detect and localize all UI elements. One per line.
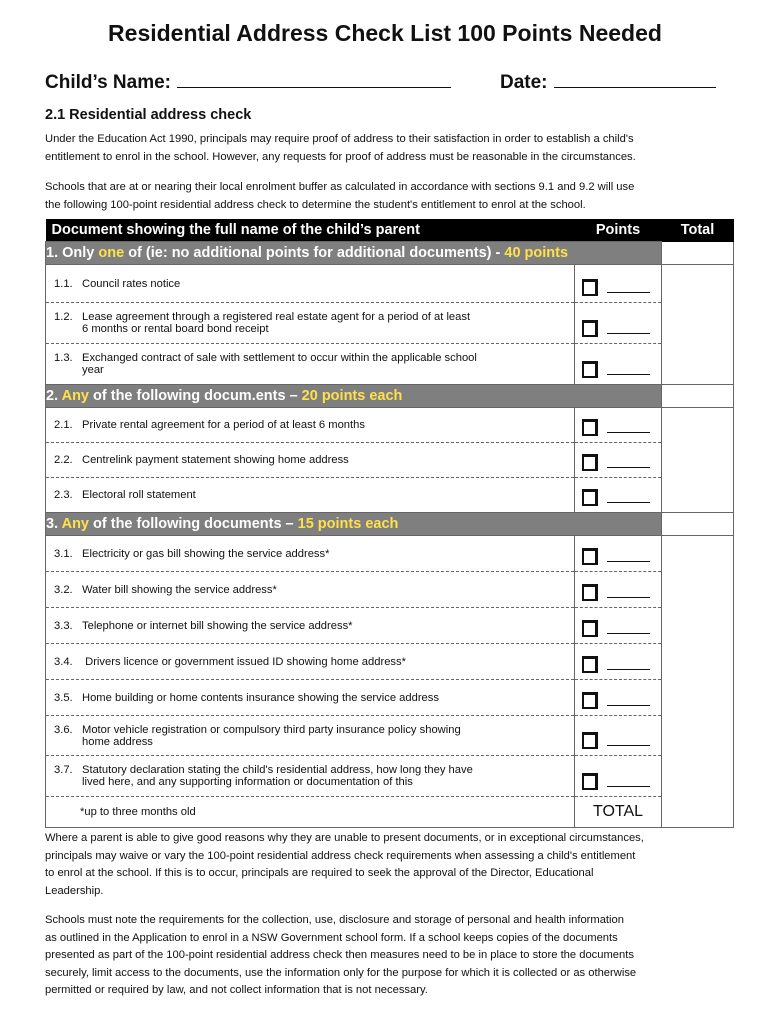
intro-paragraph-1 xyxy=(45,131,636,166)
privacy-line: Schools must note the requirements for the collection, use, disclosure and storage of personal and health information xyxy=(45,914,624,926)
table-row: 3.6. Motor vehicle registration or compulsory third party insurance policy showing home address xyxy=(46,716,734,756)
checkbox[interactable] xyxy=(582,732,598,749)
total-row xyxy=(46,797,734,828)
total-label: TOTAL xyxy=(575,797,662,828)
total-cell-group-2[interactable] xyxy=(662,408,734,513)
group-header-3: 3. Any of the following documents – 15 points each xyxy=(46,513,734,536)
table-row: 3.3. Telephone or internet bill showing the service address* xyxy=(46,608,734,644)
waiver-line: Where a parent is able to give good reasons why they are unable to present documents, or in exceptional circumstances, xyxy=(45,832,644,844)
footnote: *up to three months old xyxy=(46,797,575,828)
checkbox[interactable] xyxy=(582,320,598,337)
checkbox[interactable] xyxy=(582,279,598,296)
col-points-header: Points xyxy=(575,219,662,242)
table-row: 2.3. Electoral roll statement xyxy=(46,478,734,513)
checkbox[interactable] xyxy=(582,656,598,673)
table-row: 1.3. Exchanged contract of sale with settlement to occur within the applicable school year xyxy=(46,344,734,385)
intro-1-line: Under the Education Act 1990, principals may require proof of address to their satisfaction in order to establish a child's xyxy=(45,133,634,145)
points-blank[interactable] xyxy=(607,623,650,634)
date-field[interactable] xyxy=(500,72,716,94)
group-header-2: 2. Any of the following docum.ents – 20 points each xyxy=(46,385,734,408)
table-row: 2.1. Private rental agreement for a period of at least 6 months xyxy=(46,408,734,443)
waiver-line: to enrol at the school. If this is to occur, principals are required to seek the approval of the Director, Educational xyxy=(45,867,594,879)
group-header-1: 1. Only one of (ie: no additional points for additional documents) - 40 points xyxy=(46,242,734,265)
intro-2-line: the following 100-point residential address check to determine the student's entitlement to enrol at the school. xyxy=(45,198,586,211)
checkbox[interactable] xyxy=(582,361,598,378)
date-blank[interactable] xyxy=(554,73,716,88)
points-blank[interactable] xyxy=(607,457,650,468)
checkbox[interactable] xyxy=(582,489,598,506)
col-document-header: Document showing the full name of the child’s parent xyxy=(46,219,575,242)
privacy-paragraph xyxy=(45,912,734,1000)
points-blank[interactable] xyxy=(607,492,650,503)
checkbox[interactable] xyxy=(582,584,598,601)
checklist-table xyxy=(45,219,734,828)
waiver-line: principals may waive or vary the 100-point residential address check requirements when assessing a child's entitlement xyxy=(45,849,636,862)
document-title: Residential Address Check List 100 Points Needed xyxy=(108,20,662,46)
points-blank[interactable] xyxy=(607,364,650,375)
checkbox[interactable] xyxy=(582,419,598,436)
checkbox[interactable] xyxy=(582,620,598,637)
intro-paragraph-2 xyxy=(45,179,634,214)
table-row: 3.7. Statutory declaration stating the child's residential address, how long they have lived here, and any supporting information or documentation of this xyxy=(46,756,734,797)
waiver-paragraph xyxy=(45,830,734,900)
checkbox[interactable] xyxy=(582,692,598,709)
table-row: 3.1. Electricity or gas bill showing the service address* xyxy=(46,536,734,572)
child-name-label: Child’s Name: xyxy=(45,72,171,93)
privacy-line: securely, limit access to the documents, use the information only for the purpose for which it is collected or as otherwise xyxy=(45,966,637,979)
privacy-line: as outlined in the Application to enrol in a NSW Government school form. If a school keeps copies of the documents xyxy=(45,931,618,944)
section-heading: 2.1 Residential address check xyxy=(45,107,252,123)
points-blank[interactable] xyxy=(607,735,650,746)
points-blank[interactable] xyxy=(607,659,650,670)
child-name-field[interactable] xyxy=(45,72,451,94)
date-label: Date: xyxy=(500,72,548,93)
table-row: 3.5. Home building or home contents insurance showing the service address xyxy=(46,680,734,716)
grand-total-cell[interactable] xyxy=(662,797,734,828)
privacy-line: presented as part of the 100-point residential address check then measures need to be in place to store the documents xyxy=(45,949,634,961)
checkbox[interactable] xyxy=(582,454,598,471)
points-blank[interactable] xyxy=(607,422,650,433)
table-row: 2.2. Centrelink payment statement showing home address xyxy=(46,443,734,478)
total-cell-group-1[interactable] xyxy=(662,265,734,385)
checkbox[interactable] xyxy=(582,548,598,565)
table-row: 1.1. Council rates notice xyxy=(46,265,734,303)
table-header-row xyxy=(46,219,734,242)
table-row: 1.2. Lease agreement through a registered real estate agent for a period of at least 6 months or rental board bond receipt xyxy=(46,303,734,344)
points-blank[interactable] xyxy=(607,323,650,334)
table-row: 3.2. Water bill showing the service address* xyxy=(46,572,734,608)
points-blank[interactable] xyxy=(607,695,650,706)
points-blank[interactable] xyxy=(607,551,650,562)
table-row: 3.4. Drivers licence or government issued ID showing home address* xyxy=(46,644,734,680)
waiver-line: Leadership. xyxy=(45,884,104,897)
checkbox[interactable] xyxy=(582,773,598,790)
child-name-blank[interactable] xyxy=(177,73,451,88)
intro-1-line: entitlement to enrol in the school. However, any requests for proof of address must be reasonable in the circumstances. xyxy=(45,150,636,163)
intro-2-line: Schools that are at or nearing their local enrolment buffer as calculated in accordance with sections 9.1 and 9.2 will use xyxy=(45,181,635,193)
privacy-line: permitted or required by law, and not collect information that is not necessary. xyxy=(45,984,428,996)
points-blank[interactable] xyxy=(607,282,650,293)
points-blank[interactable] xyxy=(607,776,650,787)
total-cell-group-3[interactable] xyxy=(662,536,734,797)
points-blank[interactable] xyxy=(607,587,650,598)
col-total-header: Total xyxy=(662,219,734,242)
